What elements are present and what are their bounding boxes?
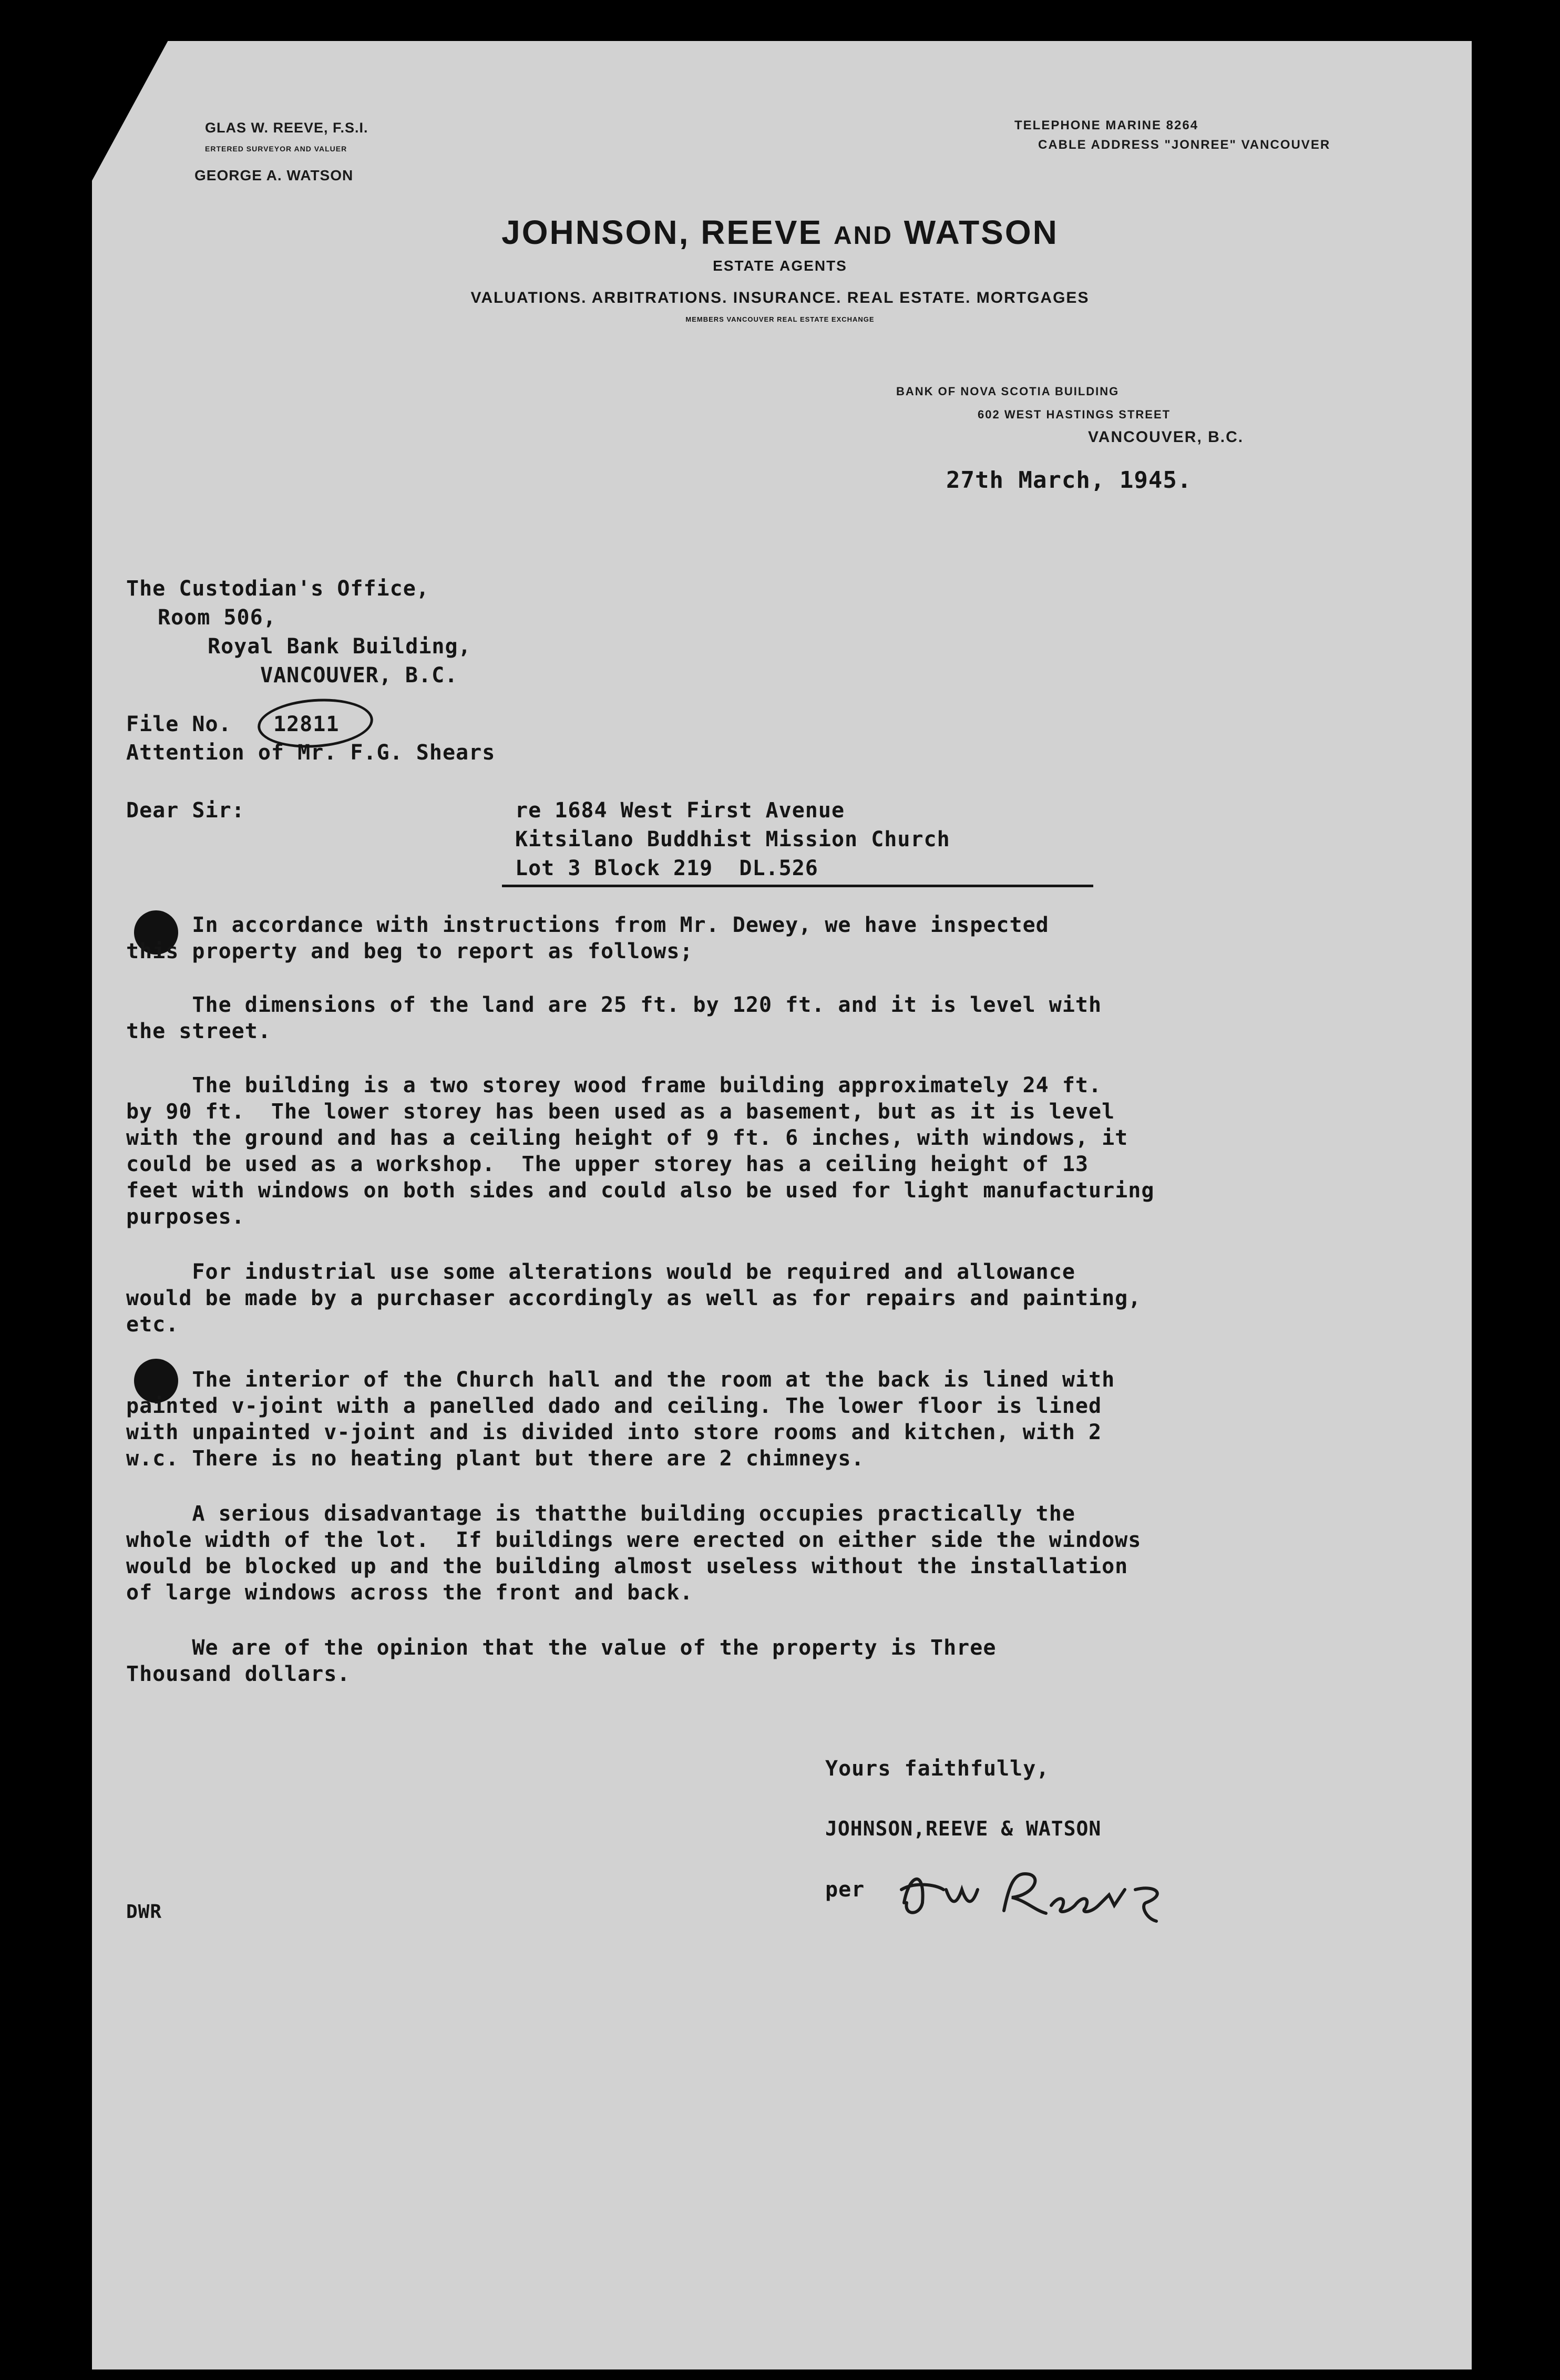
partner-name-watson: GEORGE A. WATSON <box>194 167 354 183</box>
body-p6-line-1: A serious disadvantage is thatthe building occupies practically the <box>126 1502 1075 1526</box>
firm-name-part-2: WATSON <box>904 213 1059 251</box>
recipient-line-4: VANCOUVER, B.C. <box>260 663 458 688</box>
body-p1-line-1: In accordance with instructions from Mr. Dewey, we have inspected <box>126 913 1049 937</box>
file-label: File No. <box>126 712 232 736</box>
body-p3-line-4: could be used as a workshop. The upper storey has a ceiling height of 13 <box>126 1152 1089 1176</box>
cable-address: CABLE ADDRESS "JONREE" VANCOUVER <box>1038 138 1331 152</box>
partner-title: ERTERED SURVEYOR AND VALUER <box>205 145 347 153</box>
body-p7-line-2: Thousand dollars. <box>126 1662 351 1686</box>
partner-name-reeve: GLAS W. REEVE, F.S.I. <box>205 120 368 136</box>
office-street: 602 WEST HASTINGS STREET <box>978 408 1171 421</box>
body-p3-line-1: The building is a two storey wood frame building approximately 24 ft. <box>126 1073 1102 1097</box>
subject-line-2: Kitsilano Buddhist Mission Church <box>515 827 950 852</box>
body-p2-line-1: The dimensions of the land are 25 ft. by 120 ft. and it is level with <box>126 993 1102 1017</box>
file-number: 12811 <box>273 712 340 736</box>
body-p4-line-2: would be made by a purchaser accordingly as well as for repairs and painting, <box>126 1286 1142 1310</box>
office-city: VANCOUVER, B.C. <box>1088 428 1244 446</box>
body-p4-line-1: For industrial use some alterations would be required and allowance <box>126 1260 1075 1284</box>
body-p3-line-5: feet with windows on both sides and could also be used for light manufacturing <box>126 1178 1155 1203</box>
per-label: per <box>825 1878 865 1902</box>
body-p3-line-6: purposes. <box>126 1205 245 1229</box>
subject-line-1: re 1684 West First Avenue <box>515 798 845 823</box>
firm-name <box>0 213 1560 251</box>
telephone-number: TELEPHONE MARINE 8264 <box>1014 118 1199 132</box>
subject-line-3: Lot 3 Block 219 DL.526 <box>515 856 818 880</box>
office-building: BANK OF NOVA SCOTIA BUILDING <box>896 385 1120 398</box>
body-p5-line-1: The interior of the Church hall and the room at the back is lined with <box>126 1368 1115 1392</box>
recipient-line-2: Room 506, <box>158 606 276 630</box>
firm-header <box>0 213 1560 323</box>
body-p6-line-2: whole width of the lot. If buildings were erected on either side the windows <box>126 1528 1142 1552</box>
body-p4-line-3: etc. <box>126 1312 179 1337</box>
firm-name-part-1: JOHNSON, REEVE <box>501 213 823 251</box>
letter-date: 27th March, 1945. <box>946 467 1192 494</box>
body-p1-line-2: this property and beg to report as follows; <box>126 939 693 963</box>
firm-subtitle: ESTATE AGENTS <box>713 258 847 274</box>
body-p2-line-2: the street. <box>126 1019 271 1043</box>
body-p5-line-3: with unpainted v-joint and is divided into store rooms and kitchen, with 2 <box>126 1420 1102 1444</box>
firm-membership: MEMBERS VANCOUVER REAL ESTATE EXCHANGE <box>685 315 875 323</box>
body-p5-line-4: w.c. There is no heating plant but there are 2 chimneys. <box>126 1447 865 1471</box>
closing-firm-name: JOHNSON,REEVE & WATSON <box>825 1817 1102 1840</box>
body-p6-line-4: of large windows across the front and back. <box>126 1581 693 1605</box>
valediction: Yours faithfully, <box>825 1757 1050 1781</box>
salutation: Dear Sir: <box>126 798 245 823</box>
body-p7-line-1: We are of the opinion that the value of the property is Three <box>126 1636 997 1660</box>
firm-name-and: AND <box>833 222 893 250</box>
recipient-line-3: Royal Bank Building, <box>208 634 471 659</box>
typist-initials: DWR <box>126 1901 162 1923</box>
body-p3-line-2: by 90 ft. The lower storey has been used as a basement, but as it is level <box>126 1100 1115 1124</box>
handwritten-signature <box>894 1853 1188 1926</box>
subject-underline <box>502 885 1093 887</box>
attention-line: Attention of Mr. F.G. Shears <box>126 741 496 765</box>
body-p3-line-3: with the ground and has a ceiling height of 9 ft. 6 inches, with windows, it <box>126 1126 1128 1150</box>
firm-services: VALUATIONS. ARBITRATIONS. INSURANCE. REAL ESTATE. MORTGAGES <box>470 289 1090 306</box>
body-p5-line-2: painted v-joint with a panelled dado and ceiling. The lower floor is lined <box>126 1394 1102 1418</box>
body-p6-line-3: would be blocked up and the building almost useless without the installation <box>126 1554 1128 1578</box>
recipient-line-1: The Custodian's Office, <box>126 577 429 601</box>
letter-paper <box>92 41 1472 2369</box>
